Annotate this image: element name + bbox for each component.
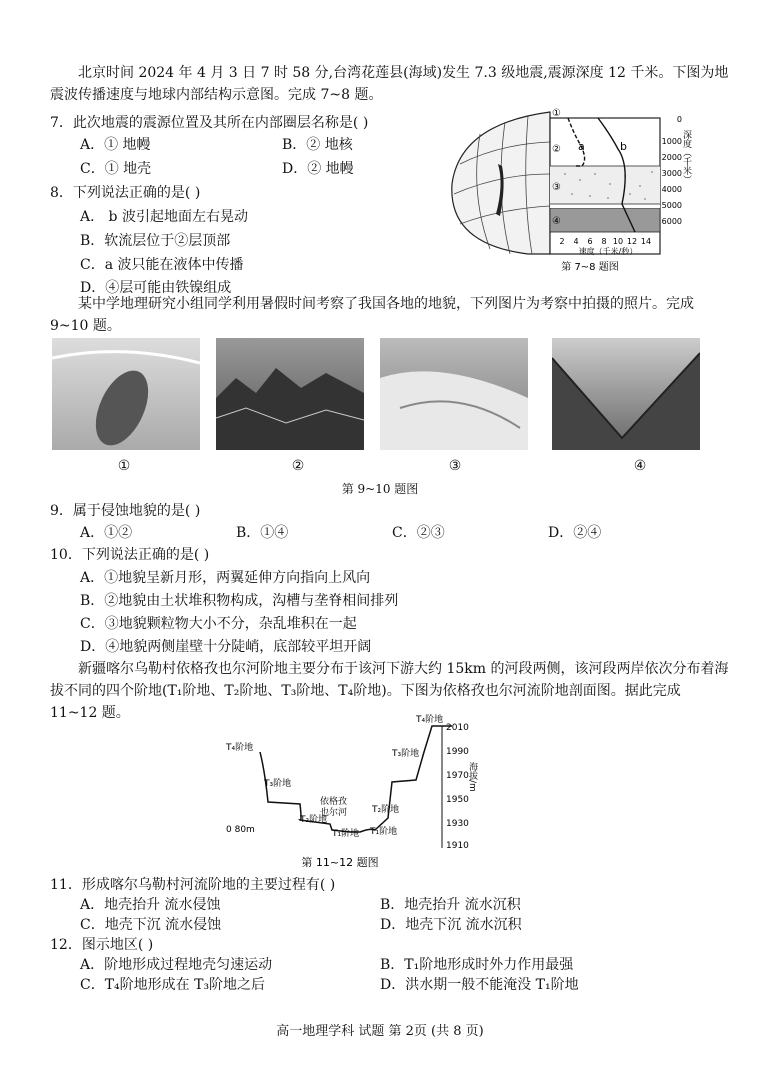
intro-paragraph-3: 新疆喀尔乌勒村依格孜也尔河阶地主要分布于该河下游大约 15km 的河段两侧，该河段两岸依次分布着海拔不同的四个阶地(T₁阶地、T₂阶地、T₃阶地、T₄阶地)。下图为依格孜也尔河流阶地剖面图。据此完成 11~12 题。: [50, 661, 729, 721]
alt-tick: 1910: [446, 841, 469, 851]
q12-option-c: C．T₄阶地形成在 T₃阶地之后: [80, 977, 266, 993]
q10-option-c: C．③地貌颗粒物大小不分，杂乱堆积在一起: [80, 616, 357, 632]
photos-caption: 第 9~10 题图: [341, 482, 419, 496]
q9-option-d: D．②④: [548, 525, 602, 541]
page-footer: 高一地理学科 试题 第 2页 (共 8 页): [276, 1024, 484, 1039]
question-12-stem: 12．图示地区( ): [50, 937, 154, 953]
layer-1-label: ①: [552, 108, 561, 119]
photo-4-v-valley: [552, 338, 700, 450]
speed-tick: 14: [640, 237, 652, 246]
right-t4-label: T₄阶地: [416, 715, 444, 725]
photo-4-label: ④: [633, 458, 647, 474]
depth-tick: 3000: [661, 169, 682, 178]
q10-option-d: D．④地貌两侧崖壁十分陡峭，底部较平坦开阔: [80, 639, 372, 655]
inner-core-band: [550, 208, 660, 232]
depth-axis-label: 深度（千米）: [681, 130, 691, 184]
question-10-stem: 10．下列说法正确的是( ): [50, 547, 210, 563]
q8-option-d: D．④层可能由铁镍组成: [80, 280, 232, 296]
layer-4-label: ④: [552, 216, 561, 227]
speed-tick: 4: [573, 237, 579, 246]
left-t2-label: T₂阶地: [300, 815, 328, 825]
altitude-axis-label: 海拔/m: [467, 762, 477, 792]
q7-option-b: B．② 地核: [282, 137, 353, 153]
q9-option-b: B．①④: [236, 525, 289, 541]
photo-3-label: ③: [448, 458, 462, 474]
layer-2-label: ②: [552, 144, 561, 155]
right-t2-label: T₂阶地: [372, 805, 400, 815]
q8-option-c: C．a 波只能在液体中传播: [80, 257, 244, 273]
wave-b-label: b: [620, 140, 627, 153]
depth-tick: 2000: [661, 153, 682, 162]
q11-option-c: C．地壳下沉 流水侵蚀: [80, 917, 222, 933]
river-name-line1: 依格孜: [320, 797, 348, 807]
alt-tick: 2010: [446, 723, 469, 733]
intro-paragraph-1: 北京时间 2024 年 4 月 3 日 7 时 58 分,台湾花莲县(海域)发生 7.3 级地震,震源深度 12 千米。下图为地震波传播速度与地球内部结构示意图。完成 7~8 题。: [50, 65, 729, 103]
wave-a-label: a: [578, 140, 585, 153]
left-t4-label: T₄阶地: [226, 743, 254, 753]
question-11-stem: 11．形成喀尔乌勒村河流阶地的主要过程有( ): [50, 877, 336, 893]
q8-option-b: B．软流层位于②层顶部: [80, 233, 231, 249]
q9-option-a: A．①②: [80, 525, 133, 541]
photo-1-river-island: [52, 338, 200, 450]
alt-tick: 1930: [446, 819, 469, 829]
speed-tick: 2: [559, 237, 565, 246]
q7-option-c: C．① 地壳: [80, 161, 152, 177]
depth-tick: 6000: [661, 217, 682, 226]
q9-option-c: C．②③: [392, 525, 445, 541]
right-t3-label: T₃阶地: [392, 749, 420, 759]
q11-option-b: B．地壳抬升 流水沉积: [380, 897, 521, 913]
alt-tick: 1990: [446, 747, 469, 757]
q12-option-a: A．阶地形成过程地壳匀速运动: [80, 957, 273, 973]
question-7-stem: 7．此次地震的震源位置及其所在内部圈层名称是( ): [50, 115, 369, 131]
alt-tick: 1950: [446, 795, 469, 805]
speed-tick: 12: [626, 237, 638, 246]
alt-tick: 1970: [446, 771, 469, 781]
question-9-stem: 9．属于侵蚀地貌的是( ): [50, 503, 201, 519]
speed-tick: 8: [601, 237, 607, 246]
q12-option-b: B．T₁阶地形成时外力作用最强: [380, 957, 574, 973]
q10-option-a: A．①地貌呈新月形，两翼延伸方向指向上风向: [80, 570, 371, 586]
q11-option-a: A．地壳抬升 流水侵蚀: [80, 897, 221, 913]
river-name-line2: 也尔河: [320, 808, 348, 818]
depth-tick: 0: [676, 115, 682, 124]
q7-option-a: A．① 地幔: [80, 137, 151, 153]
q7-option-d: D．② 地幔: [282, 161, 354, 177]
left-t3-label: T₃阶地: [264, 779, 292, 789]
speed-tick: 6: [587, 237, 593, 246]
q12-option-d: D．洪水期一般不能淹没 T₁阶地: [380, 977, 579, 993]
right-t1-label: T₁阶地: [370, 827, 398, 837]
q8-option-a: A． b 波引起地面左右晃动: [80, 209, 248, 225]
earth-structure-figure: [440, 104, 710, 274]
photo-2-label: ②: [291, 458, 305, 474]
photo-2-yardang: [216, 338, 364, 450]
depth-tick: 4000: [661, 185, 682, 194]
intro-paragraph-2: 某中学地理研究小组同学利用暑假时间考察了我国各地的地貌，下列图片为考察中拍摄的照片。完成 9~10 题。: [50, 296, 694, 334]
left-t1-label: T₁阶地: [332, 829, 360, 839]
photo-3-sand-dune: [380, 338, 528, 450]
photo-1-label: ①: [117, 458, 131, 474]
figure-11-12-caption: 第 11~12 题图: [301, 856, 379, 869]
q11-option-d: D．地壳下沉 流水沉积: [380, 917, 522, 933]
question-8-stem: 8．下列说法正确的是( ): [50, 185, 201, 201]
q10-option-b: B．②地貌由土状堆积物构成，沟槽与垄脊相间排列: [80, 593, 399, 609]
speed-axis-label: 速度（千米/秒）: [578, 247, 638, 256]
river-terrace-profile: [220, 712, 510, 870]
depth-tick: 1000: [661, 137, 682, 146]
speed-tick: 10: [612, 237, 624, 246]
scale-bar-label: 0 80m: [226, 825, 255, 835]
depth-tick: 5000: [661, 201, 682, 210]
layer-3-label: ③: [552, 182, 561, 193]
figure-7-8-caption: 第 7~8 题图: [561, 262, 619, 273]
